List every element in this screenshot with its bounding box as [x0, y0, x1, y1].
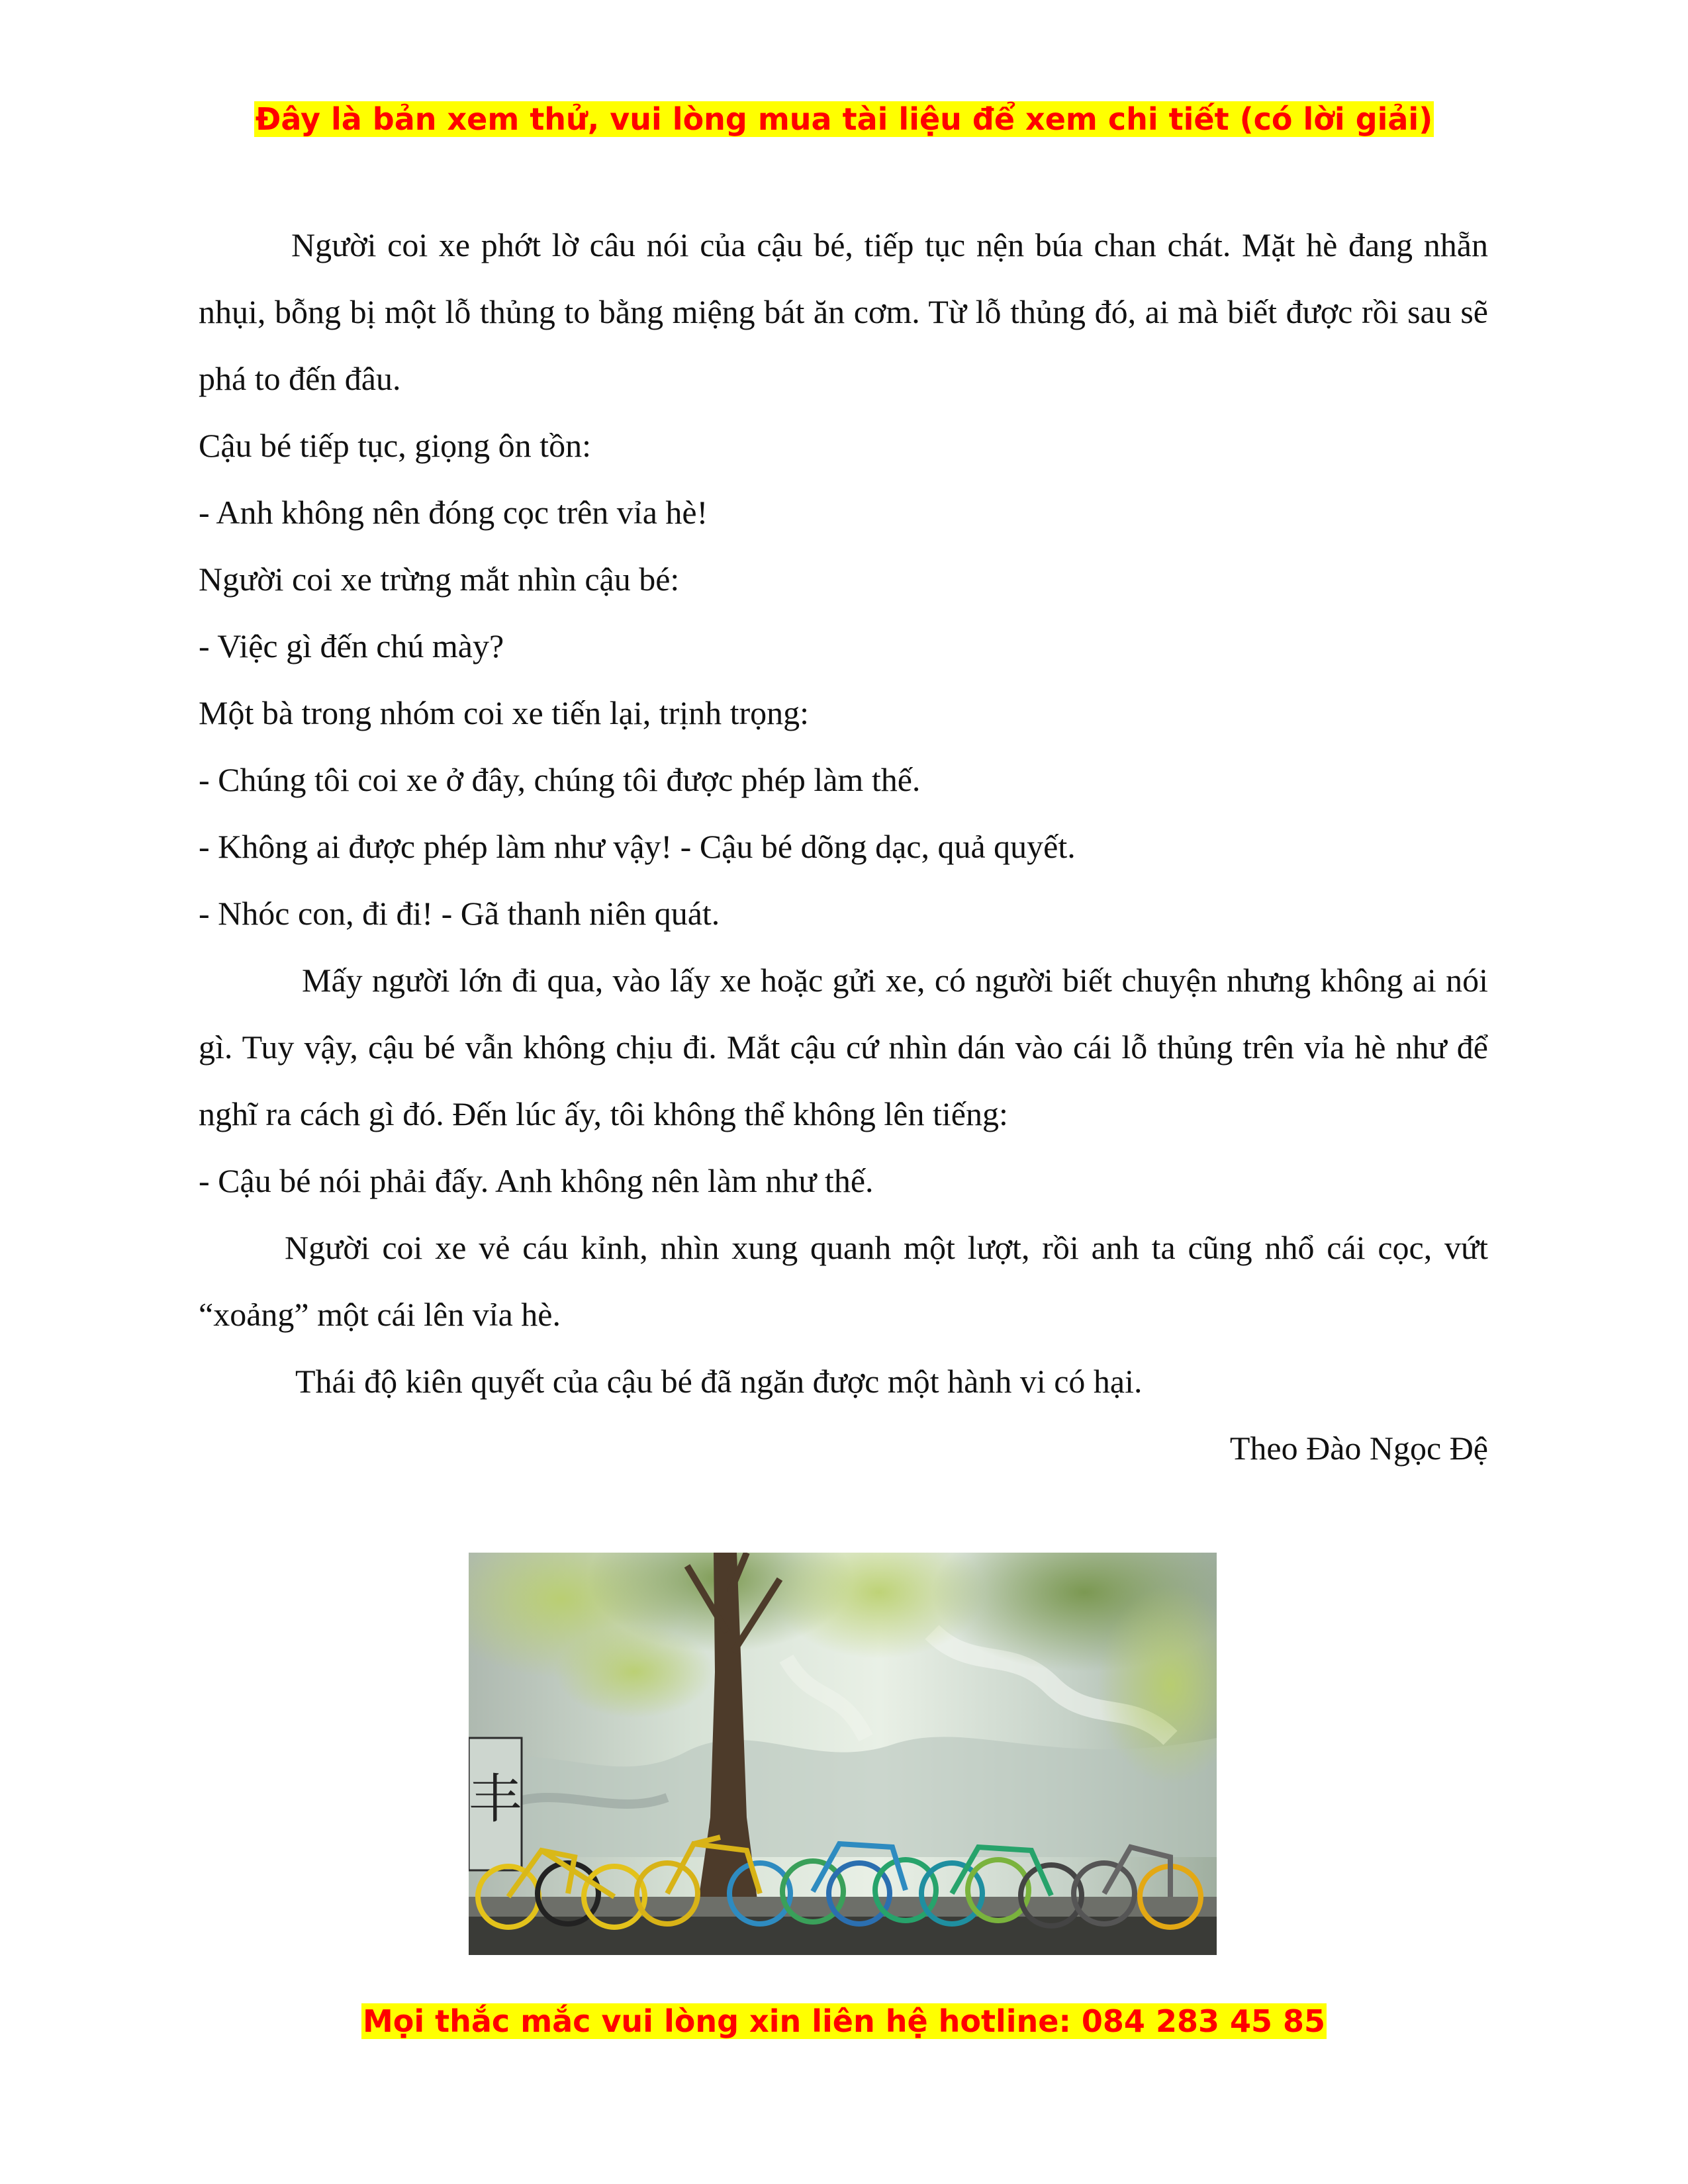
preview-notice-text: Đây là bản xem thử, vui lòng mua tài liệu để xem chi tiết (có lời giải) — [255, 101, 1433, 137]
attribution: Theo Đào Ngọc Đệ — [1229, 1430, 1488, 1467]
preview-notice-banner — [0, 99, 1688, 139]
sign-glyph: 丰 — [469, 1768, 522, 1830]
dialogue-line-2: - Việc gì đến chú mày? — [199, 627, 504, 664]
dialogue-line-4: - Không ai được phép làm như vậy! - Cậu bé dõng dạc, quả quyết. — [199, 828, 1076, 865]
hotline-notice-banner — [0, 2001, 1688, 2041]
bicycles-photo — [469, 1553, 1217, 1955]
paragraph-3: Người coi xe trừng mắt nhìn cậu bé: — [199, 561, 680, 598]
dialogue-line-3: - Chúng tôi coi xe ở đây, chúng tôi được phép làm thế. — [199, 761, 921, 798]
story-text — [199, 212, 1488, 1482]
dialogue-line-6: - Cậu bé nói phải đấy. Anh không nên làm như thế. — [199, 1162, 874, 1199]
paragraph-1: Người coi xe phớt lờ câu nói của cậu bé, tiếp tục nện búa chan chát. Mặt hè đang nhẵn nhụi, bỗng bị một lỗ thủng to bằng miệng bát ăn cơm. Từ lỗ thủng đó, ai mà biết được rồi sau sẽ phá to đến đâu. — [199, 226, 1488, 397]
paragraph-5: Mấy người lớn đi qua, vào lấy xe hoặc gửi xe, có người biết chuyện nhưng không ai nói gì. Tuy vậy, cậu bé vẫn không chịu đi. Mắt cậu cứ nhìn dán vào cái lỗ thủng trên vỉa hè như để nghĩ ra cách gì đó. Đến lúc ấy, tôi không thể không lên tiếng: — [199, 962, 1488, 1132]
dialogue-line-1: - Anh không nên đóng cọc trên vỉa hè! — [199, 494, 708, 531]
dialogue-line-5: - Nhóc con, đi đi! - Gã thanh niên quát. — [199, 895, 720, 932]
paragraph-4: Một bà trong nhóm coi xe tiến lại, trịnh trọng: — [199, 694, 810, 731]
paragraph-7: Thái độ kiên quyết của cậu bé đã ngăn được một hành vi có hại. — [295, 1363, 1143, 1400]
hotline-notice-text: Mọi thắc mắc vui lòng xin liên hệ hotline: 084 283 45 85 — [362, 2003, 1326, 2039]
paragraph-2: Cậu bé tiếp tục, giọng ôn tồn: — [199, 427, 591, 464]
paragraph-6: Người coi xe vẻ cáu kỉnh, nhìn xung quanh một lượt, rồi anh ta cũng nhổ cái cọc, vứt “xoảng” một cái lên vỉa hè. — [199, 1229, 1488, 1333]
